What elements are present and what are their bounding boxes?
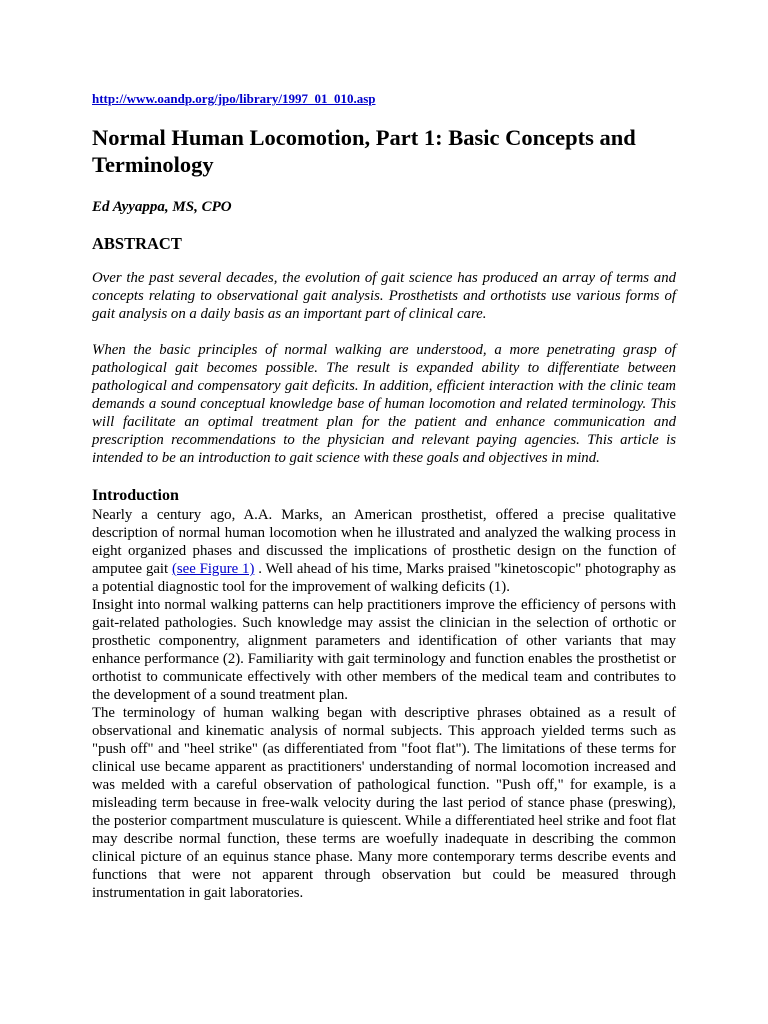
introduction-paragraph: The terminology of human walking began with descriptive phrases obtained as a result of observational and kinematic analysis of normal subjects. This approach yielded terms such as "push off" and "heel strike" (as differentiated from "foot flat"). The limitations of these terms for clinical use became apparent as practitioners' understanding of normal locomotion increased and was melded with a careful observation of pathological function. "Push off," for example, is a misleading term because in free-walk velocity during the last period of stance phase (preswing), the posterior compartment musculature is quiescent. While a differentiated heel strike and foot flat may describe normal function, these terms are woefully inadequate in describing the common clinical picture of an equinus stance phase. Many more contemporary terms describe events and functions that were not apparent through observation but could be measured through instrumentation in gait laboratories. [92,705,676,901]
introduction-paragraph [92,506,676,596]
article-title: Normal Human Locomotion, Part 1: Basic Concepts and Terminology [92,125,636,177]
paragraph-text: . Well ahead of his time, Marks praised "kinetoscopic" photography as a potential diagnostic tool for the improvement of walking deficits (1). [92,561,676,595]
introduction-paragraph: Insight into normal walking patterns can help practitioners improve the efficiency of persons with gait-related pathologies. Such knowledge may assist the clinician in the selection of orthotic or prosthetic componentry, alignment parameters and identification of other variants that may enhance performance (2). Familiarity with gait terminology and function enables the prosthetist or orthotist to communicate effectively with other members of the medical team and contributes to the development of a sound treatment plan. [92,597,676,703]
abstract-paragraph: When the basic principles of normal walking are understood, a more penetrating grasp of pathological gait becomes possible. The result is expanded ability to differentiate between pathological and compensatory gait deficits. In addition, efficient interaction with the clinic team demands a sound conceptual knowledge base of human locomotion and related terminology. This will facilitate an optimal treatment plan for the patient and enhance communication and prescription recommendations to the physician and relevant paying agencies. This article is intended to be an introduction to gait science with these goals and objectives in mind. [92,342,676,466]
abstract-heading: ABSTRACT [92,234,182,253]
figure-1-link[interactable]: (see Figure 1) [171,561,255,577]
author-line: Ed Ayyappa, MS, CPO [92,199,232,215]
paragraph-text: Nearly a century ago, A.A. Marks, an American prosthetist, offered a precise qualitative description of normal human locomotion when he illustrated and analyzed the walking process in eight organized phases and discussed the implications of prosthetic design on the function of amputee gait [92,507,676,577]
source-url-link[interactable]: http://www.oandp.org/jpo/library/1997_01_010.asp [92,91,376,106]
abstract-paragraph: Over the past several decades, the evolution of gait science has produced an array of terms and concepts relating to observational gait analysis. Prosthetists and orthotists use various forms of gait analysis on a daily basis as an important part of clinical care. [92,270,676,322]
introduction-heading: Introduction [92,487,179,504]
